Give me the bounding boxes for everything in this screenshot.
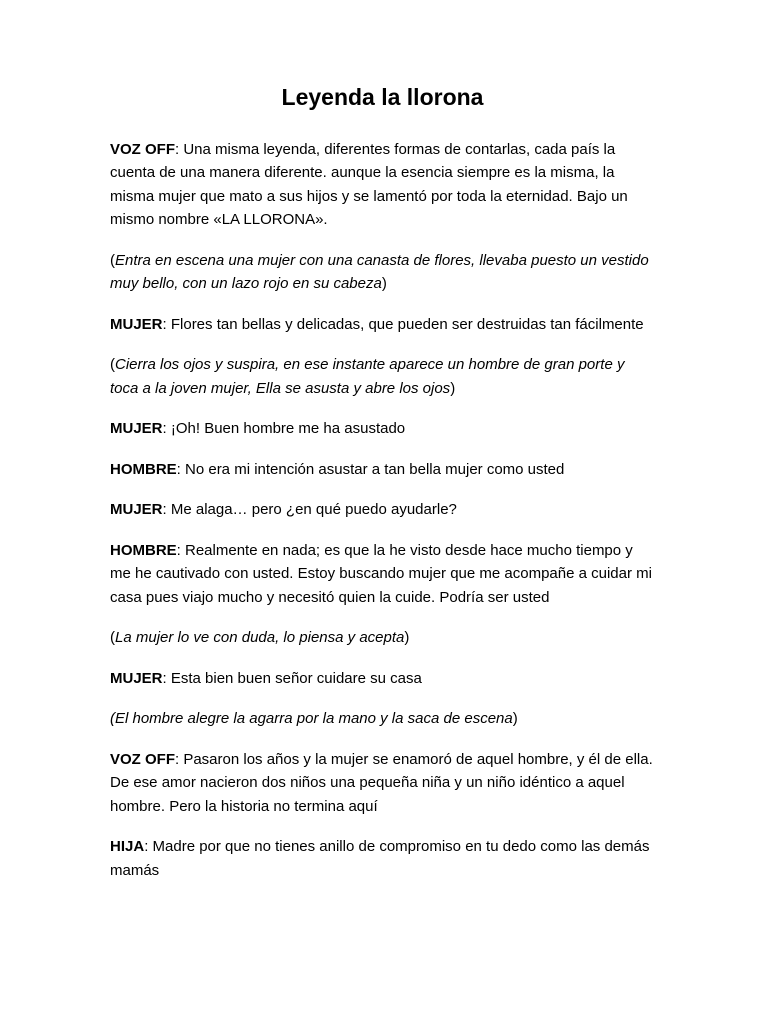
speaker-name: VOZ OFF — [110, 750, 175, 768]
dialogue-text: : Realmente en nada; es que la he visto desde hace mucho tiempo y me he cautivado con usted. Estoy buscando mujer que me acompañe a cuidar mi casa pues viajo mucho y necesitó quien la cuide. Podría ser usted — [110, 541, 652, 606]
dialogue-paragraph — [110, 667, 655, 691]
dialogue-paragraph — [110, 138, 655, 232]
dialogue-text: : Madre por que no tienes anillo de compromiso en tu dedo como las demás mamás — [110, 838, 650, 879]
dialogue-text: : Esta bien buen señor cuidare su casa — [162, 669, 422, 687]
stage-direction — [110, 353, 655, 400]
dialogue-text: : Flores tan bellas y delicadas, que pueden ser destruidas tan fácilmente — [162, 315, 644, 333]
dialogue-paragraph — [110, 835, 655, 882]
speaker-name: VOZ OFF — [110, 140, 175, 158]
paren-open: ( — [110, 356, 115, 374]
document-title: Leyenda la llorona — [281, 84, 484, 110]
paren-open: ( — [110, 629, 115, 647]
dialogue-text: : ¡Oh! Buen hombre me ha asustado — [162, 420, 406, 438]
speaker-name: MUJER — [110, 669, 163, 687]
dialogue-paragraph — [110, 539, 655, 610]
paren-close: ) — [381, 275, 387, 293]
speaker-name: MUJER — [110, 501, 163, 519]
stage-direction — [110, 626, 655, 650]
dialogue-text: : Una misma leyenda, diferentes formas de contarlas, cada país la cuenta de una manera diferente. aunque la esencia siempre es la misma, la misma mujer que mato a sus hijos y se lamentó por toda la eternidad. Bajo un mismo nombre «LA LLORONA». — [110, 140, 628, 229]
dialogue-text: : Me alaga… pero ¿en qué puedo ayudarle? — [162, 501, 457, 519]
speaker-name: HIJA — [110, 838, 145, 856]
speaker-name: MUJER — [110, 315, 163, 333]
stage-direction — [110, 707, 655, 731]
stage-direction-text: Cierra los ojos y suspira, en ese instante aparece un hombre de gran porte y toca a la joven mujer, Ella se asusta y abre los ojos — [110, 356, 625, 397]
stage-direction — [110, 249, 655, 296]
dialogue-text: : No era mi intención asustar a tan bella mujer como usted — [176, 460, 565, 478]
stage-direction-text: (El hombre alegre la agarra por la mano y la saca de escena — [110, 710, 513, 728]
stage-direction-text: Entra en escena una mujer con una canasta de flores, llevaba puesto un vestido muy bello, con un lazo rojo en su cabeza — [110, 251, 649, 293]
paren-close: ) — [450, 379, 456, 397]
paren-open: ( — [110, 251, 115, 269]
dialogue-text: : Pasaron los años y la mujer se enamoró de aquel hombre, y él de ella. De ese amor nacieron dos niños una pequeña niña y un niño idéntico a aquel hombre. Pero la historia no termina aquí — [110, 750, 653, 815]
document-page — [110, 84, 655, 899]
paren-close: ) — [404, 629, 410, 647]
speaker-name: HOMBRE — [110, 541, 177, 559]
dialogue-paragraph — [110, 417, 655, 441]
dialogue-paragraph — [110, 458, 655, 482]
dialogue-paragraph — [110, 313, 655, 337]
stage-direction-text: La mujer lo ve con duda, lo piensa y acepta — [115, 629, 405, 647]
speaker-name: MUJER — [110, 420, 163, 438]
paren-close: ) — [512, 710, 518, 728]
speaker-name: HOMBRE — [110, 460, 177, 478]
dialogue-paragraph — [110, 748, 655, 819]
dialogue-paragraph — [110, 498, 655, 522]
